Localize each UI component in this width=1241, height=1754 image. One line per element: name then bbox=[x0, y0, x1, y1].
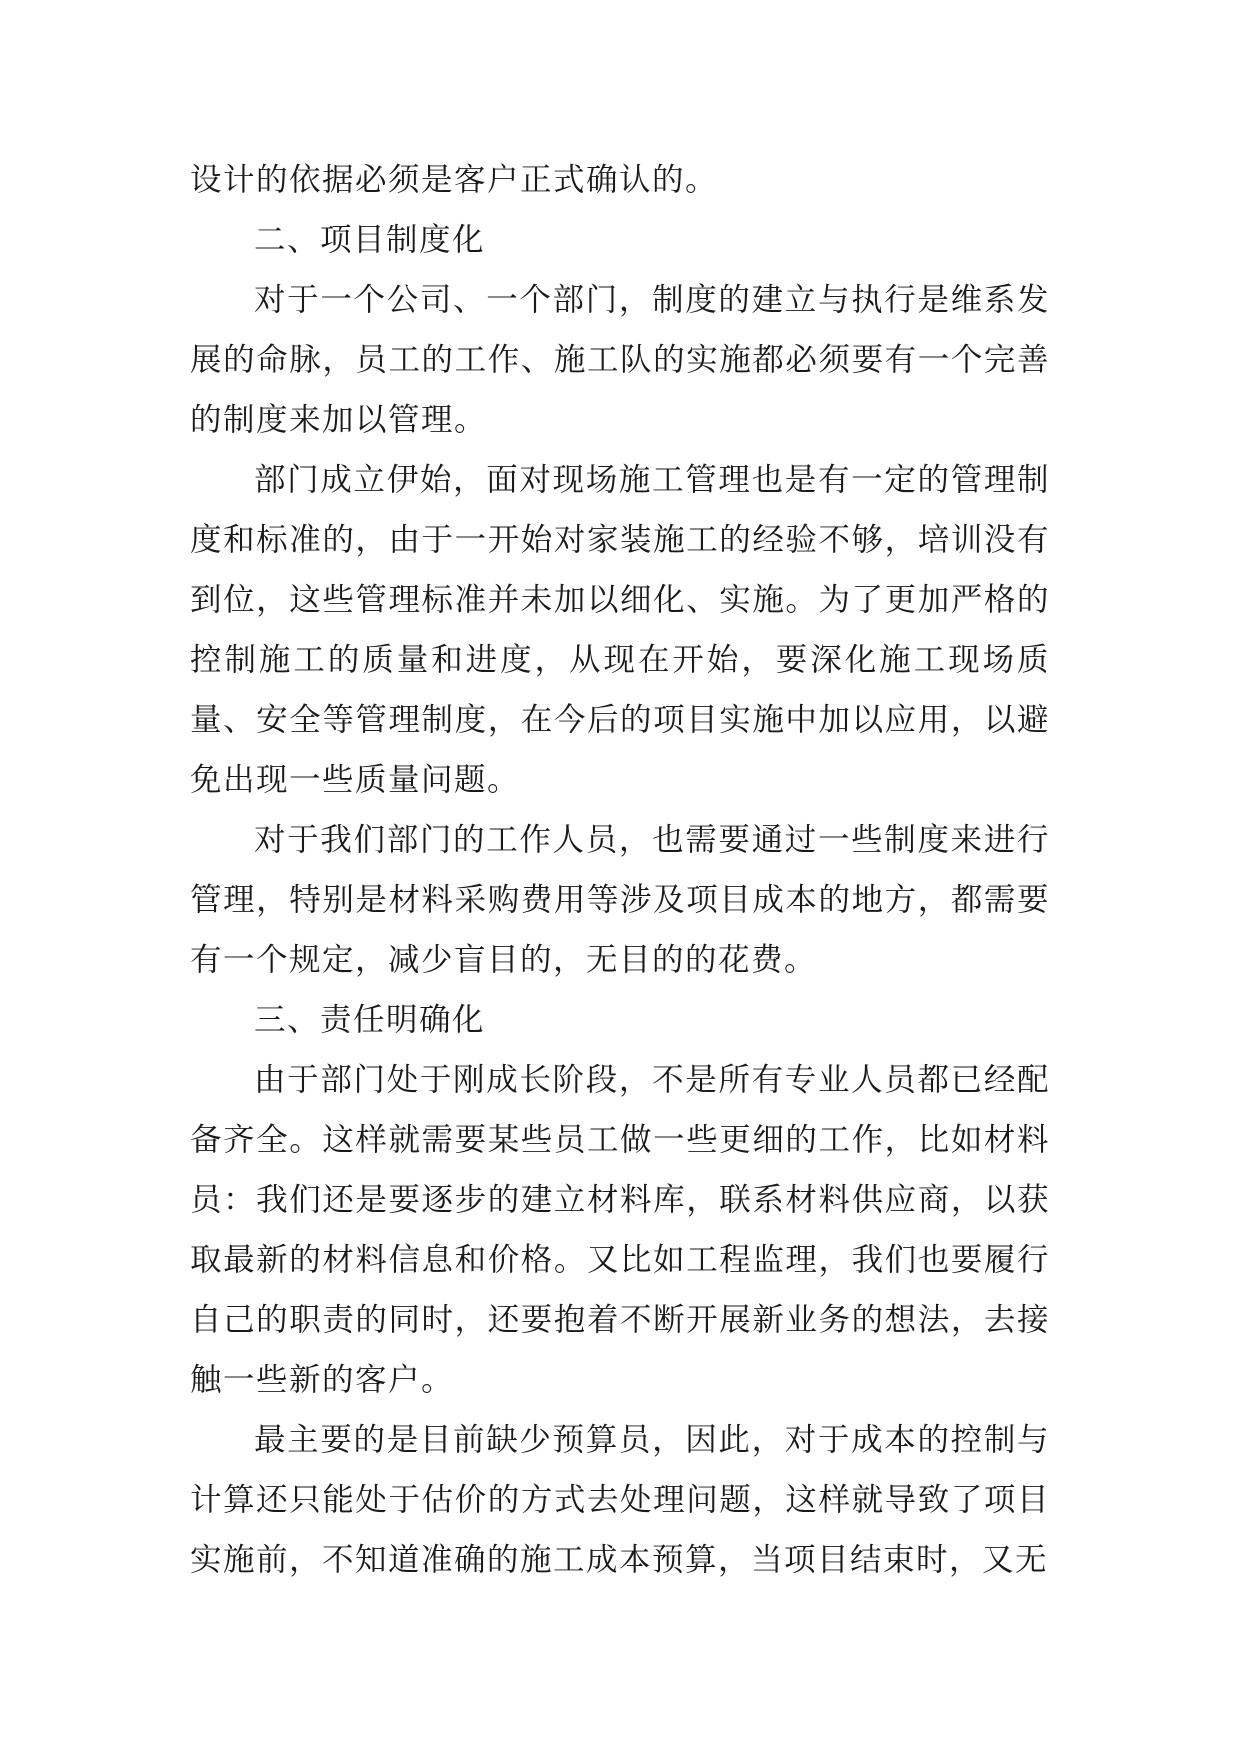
paragraph: 最主要的是目前缺少预算员，因此，对于成本的控制与计算还只能处于估价的方式去处理问题，这样就导致了项目实施前，不知道准确的施工成本预算，当项目结束时，又无 bbox=[190, 1422, 1050, 1578]
paragraph: 部门成立伊始，面对现场施工管理也是有一定的管理制度和标准的，由于一开始对家装施工的经验不够，培训没有到位，这些管理标准并未加以细化、实施。为了更加严格的控制施工的质量和进度，从现在开始，要深化施工现场质量、安全等管理制度，在今后的项目实施中加以应用，以避免出现一些质量问题。 bbox=[190, 462, 1050, 798]
paragraph: 对于我们部门的工作人员，也需要通过一些制度来进行管理，特别是材料采购费用等涉及项目成本的地方，都需要有一个规定，减少盲目的，无目的的花费。 bbox=[190, 822, 1050, 978]
paragraph: 对于一个公司、一个部门，制度的建立与执行是维系发展的命脉，员工的工作、施工队的实施都必须要有一个完善的制度来加以管理。 bbox=[190, 282, 1050, 438]
paragraph: 由于部门处于刚成长阶段，不是所有专业人员都已经配备齐全。这样就需要某些员工做一些更细的工作，比如材料员：我们还是要逐步的建立材料库，联系材料供应商，以获取最新的材料信息和价格。又比如工程监理，我们也要履行自己的职责的同时，还要抱着不断开展新业务的想法，去接触一些新的客户。 bbox=[190, 1062, 1050, 1398]
section-heading-3: 三、责任明确化 bbox=[254, 1002, 486, 1038]
paragraph-continuation: 设计的依据必须是客户正式确认的。 bbox=[190, 162, 719, 198]
document-body bbox=[190, 150, 1050, 1590]
section-heading-2: 二、项目制度化 bbox=[254, 222, 486, 258]
